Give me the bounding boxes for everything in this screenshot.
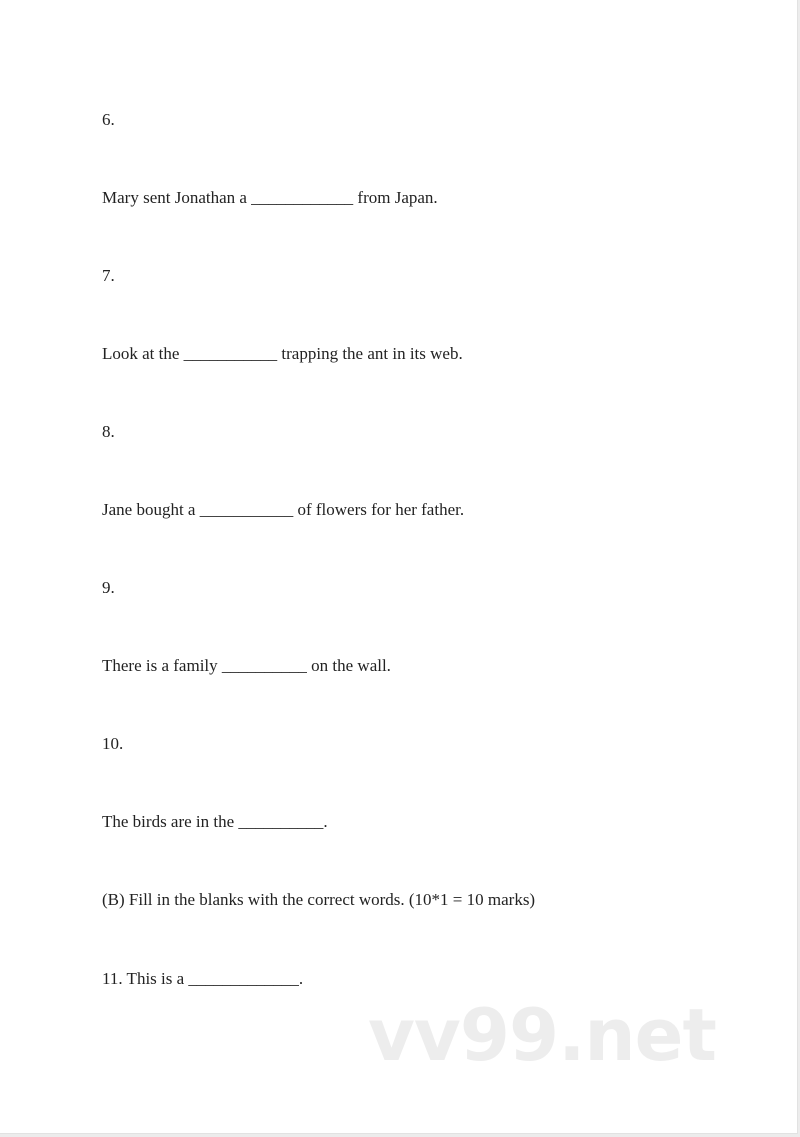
question-9-text: There is a family __________ on the wall. bbox=[102, 656, 391, 675]
question-number-10: 10. bbox=[102, 734, 124, 753]
question-number-6: 6. bbox=[102, 110, 115, 129]
question-10-text: The birds are in the __________. bbox=[102, 812, 328, 831]
question-11-text: 11. This is a _____________. bbox=[102, 969, 304, 988]
question-number-8: 8. bbox=[102, 422, 115, 441]
question-6-text: Mary sent Jonathan a ____________ from Japan. bbox=[102, 188, 438, 207]
question-number-9: 9. bbox=[102, 578, 115, 597]
section-b-heading: (B) Fill in the blanks with the correct words. (10*1 = 10 marks) bbox=[102, 890, 536, 909]
question-8-text: Jane bought a ___________ of flowers for her father. bbox=[102, 500, 465, 519]
question-number-7: 7. bbox=[102, 266, 115, 285]
question-7-text: Look at the ___________ trapping the ant in its web. bbox=[102, 344, 463, 363]
watermark: vv99.net bbox=[368, 993, 716, 1077]
